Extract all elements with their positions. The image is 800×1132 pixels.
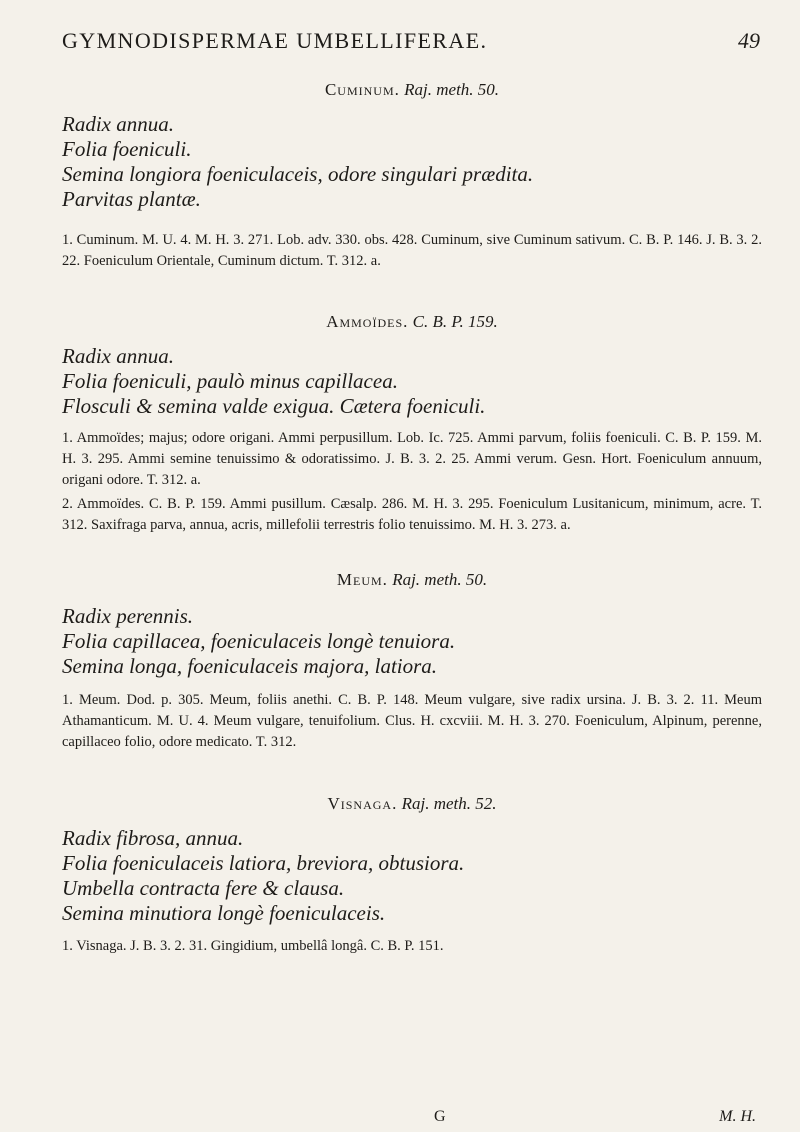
- character-line: Radix fibrosa, annua.: [62, 826, 244, 850]
- signature-letter: G: [434, 1108, 446, 1125]
- character-line: Folia foeniculi.: [62, 137, 192, 161]
- character-list-meum: [62, 604, 762, 679]
- genus-heading-visnaga: Visnaga. Raj. meth. 52.: [327, 794, 497, 813]
- running-head-title: GYMNODISPERMAE UMBELLIFERAE.: [62, 28, 488, 53]
- species-paragraph-meum-1: 1. Meum. Dod. p. 305. Meum, foliis anethi. C. B. P. 148. Meum vulgare, sive radix ursina. J. B. 3. 2. 11. Meum Athamanticum. M. U. 4. Meum vulgare, tenuifolium. Clus. H. cxcviii. M. H. 3. 270. Foeniculum, Alpinum, perenne, capillaceo folio, odore medicato. T. 312.: [62, 692, 762, 750]
- species-paragraph-visnaga-1: 1. Visnaga. J. B. 3. 2. 31. Gingidium, umbellâ longâ. C. B. P. 151.: [62, 938, 444, 954]
- genus-heading-ammoides: Ammoïdes. C. B. P. 159.: [326, 312, 498, 331]
- character-line: Radix annua.: [62, 112, 174, 136]
- genus-heading-meum: Meum. Raj. meth. 50.: [336, 570, 488, 589]
- character-line: Folia foeniculi, paulò minus capillacea.: [62, 369, 398, 393]
- species-paragraph-ammoides-1: 1. Ammoïdes; majus; odore origani. Ammi perpusillum. Lob. Ic. 725. Ammi parvum, foliis foeniculi. C. B. P. 159. M. H. 3. 295. Ammi semine tenuissimo & odoratissimo. J. B. 3. 2. 25. Ammi verum. Gesn. Hort. Foeniculum annuum, origani odore. T. 312. a.: [62, 430, 762, 488]
- genus-heading-cuminum: Cuminum. Raj. meth. 50.: [324, 80, 500, 99]
- running-head: [62, 28, 760, 54]
- signature-mark: M. H.: [719, 1108, 756, 1125]
- character-line: Folia capillacea, foeniculaceis longè tenuiora.: [62, 629, 456, 653]
- character-list-cuminum: [62, 112, 762, 212]
- character-list-ammoides: [62, 344, 762, 419]
- character-line: Folia foeniculaceis latiora, breviora, obtusiora.: [62, 851, 465, 875]
- species-paragraph-cuminum-1: 1. Cuminum. M. U. 4. M. H. 3. 271. Lob. adv. 330. obs. 428. Cuminum, sive Cuminum sativum. C. B. P. 146. J. B. 3. 2. 22. Foeniculum Orientale, Cuminum dictum. T. 312. a.: [62, 232, 762, 269]
- species-paragraph-ammoides-2: 2. Ammoïdes. C. B. P. 159. Ammi pusillum. Cæsalp. 286. M. H. 3. 295. Foeniculum Lusitanicum, minimum, acre. T. 312. Saxifraga parva, annua, acris, millefolii terrestris folio tenuissimo. M. H. 3. 273. a.: [62, 496, 762, 533]
- character-line: Semina longa, foeniculaceis majora, latiora.: [62, 654, 438, 678]
- character-line: Semina minutiora longè foeniculaceis.: [62, 901, 386, 925]
- character-line: Parvitas plantæ.: [62, 187, 201, 211]
- character-line: Umbella contracta fere & clausa.: [62, 876, 345, 900]
- character-line: Flosculi & semina valde exigua. Cætera foeniculi.: [62, 394, 486, 418]
- character-line: Radix annua.: [62, 344, 174, 368]
- character-line: Radix perennis.: [62, 604, 194, 628]
- character-list-visnaga: [62, 826, 762, 926]
- page-number: 49: [738, 28, 760, 53]
- character-line: Semina longiora foeniculaceis, odore singulari prædita.: [62, 162, 534, 186]
